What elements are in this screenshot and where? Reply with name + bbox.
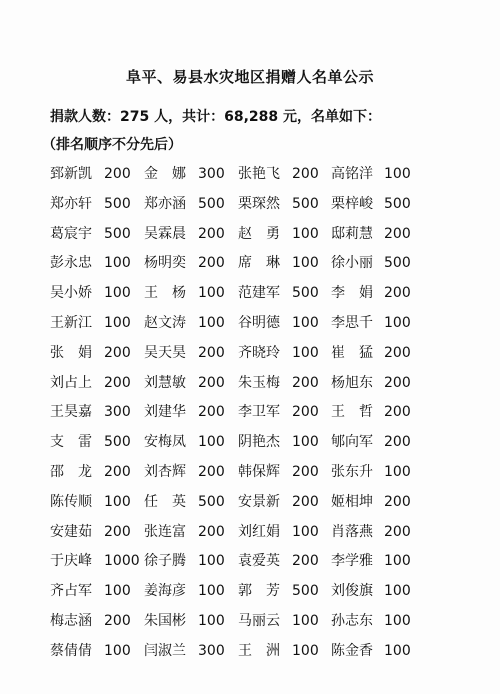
donor-name: 安建茹 — [50, 523, 92, 540]
donor-name: 袁爱英 — [238, 553, 280, 570]
donation-amount: 500 — [104, 225, 131, 242]
donor-name: 刘杏辉 — [144, 463, 186, 480]
donation-amount: 100 — [384, 553, 411, 570]
donor-name: 徐子腾 — [144, 553, 186, 570]
donor-name: 吴天昊 — [144, 344, 186, 361]
donation-amount: 200 — [198, 523, 225, 540]
donor-name: 杨旭东 — [331, 374, 373, 391]
donation-amount: 100 — [104, 314, 131, 331]
donor-name: 李学雅 — [331, 553, 373, 570]
donor-row — [50, 190, 470, 220]
donation-amount: 100 — [104, 493, 131, 510]
donor-roster — [50, 160, 470, 667]
donation-amount: 100 — [292, 434, 319, 451]
donor-row — [50, 458, 470, 488]
donation-amount: 100 — [292, 523, 319, 540]
donor-name: 李 娟 — [331, 285, 373, 302]
donor-name: 金 娜 — [144, 166, 186, 182]
donor-name: 齐占军 — [50, 583, 92, 600]
donation-amount: 100 — [198, 314, 225, 331]
donation-amount: 500 — [384, 255, 411, 272]
donor-name: 崔 猛 — [331, 344, 373, 361]
donor-name: 彭永忠 — [50, 255, 92, 272]
donation-amount: 200 — [104, 344, 131, 361]
donor-name: 安景新 — [238, 493, 280, 510]
donation-amount: 200 — [198, 225, 225, 242]
donation-amount: 200 — [384, 285, 411, 302]
donor-name: 刘占上 — [50, 374, 92, 391]
donation-amount: 100 — [198, 553, 225, 570]
donation-amount: 200 — [384, 225, 411, 242]
donor-name: 王昊嘉 — [50, 404, 92, 421]
donor-name: 李卫军 — [238, 404, 280, 421]
donor-name: 郅新凯 — [50, 166, 92, 182]
donation-amount: 200 — [104, 166, 131, 182]
donor-name: 姬相坤 — [331, 493, 373, 510]
donation-amount: 200 — [104, 612, 131, 629]
donation-amount: 200 — [384, 374, 411, 391]
donation-amount: 300 — [198, 166, 225, 182]
donor-name: 赵 勇 — [238, 225, 280, 242]
donor-row — [50, 547, 470, 577]
donor-name: 谷明德 — [238, 314, 280, 331]
donor-row — [50, 577, 470, 607]
donor-row — [50, 398, 470, 428]
donor-name: 郇向军 — [331, 434, 373, 451]
donation-amount: 200 — [384, 404, 411, 421]
donor-name: 姜海彦 — [144, 583, 186, 600]
page-title: 阜平、易县水灾地区捐赠人名单公示 — [125, 68, 374, 86]
donor-name: 张东升 — [331, 463, 373, 480]
donor-name: 李思千 — [331, 314, 373, 331]
donor-name: 赵文涛 — [144, 314, 186, 331]
donor-name: 安梅凤 — [144, 434, 186, 451]
donation-amount: 200 — [384, 493, 411, 510]
donor-name: 郑亦涵 — [144, 195, 186, 212]
donation-amount: 200 — [198, 404, 225, 421]
donor-name: 孙志东 — [331, 612, 373, 629]
donor-row — [50, 488, 470, 518]
donor-name: 刘俊旗 — [331, 583, 373, 600]
donor-name: 邵 龙 — [50, 463, 92, 480]
donor-name: 王新江 — [50, 314, 92, 331]
donation-amount: 100 — [384, 583, 411, 600]
donor-name: 朱玉梅 — [238, 374, 280, 391]
donation-amount: 100 — [198, 434, 225, 451]
donor-name: 王 哲 — [331, 404, 373, 421]
donor-name: 高铭洋 — [331, 166, 373, 182]
donation-amount: 100 — [292, 642, 319, 659]
donor-row — [50, 309, 470, 339]
donation-amount: 100 — [104, 642, 131, 659]
donation-amount: 100 — [198, 612, 225, 629]
donation-amount: 200 — [384, 523, 411, 540]
donor-name: 王 杨 — [144, 285, 186, 302]
donation-amount: 100 — [384, 642, 411, 659]
donor-name: 齐晓玲 — [238, 344, 280, 361]
donation-amount: 100 — [292, 255, 319, 272]
donation-amount: 500 — [292, 285, 319, 302]
donation-amount: 200 — [198, 344, 225, 361]
donation-amount: 200 — [104, 523, 131, 540]
donor-row — [50, 607, 470, 637]
donor-name: 张连富 — [144, 523, 186, 540]
donation-amount: 100 — [104, 285, 131, 302]
donor-name: 栗梓峻 — [331, 195, 373, 212]
donor-name: 朱国彬 — [144, 612, 186, 629]
donation-amount: 1000 — [104, 553, 140, 570]
donation-amount: 500 — [104, 434, 131, 451]
donor-row — [50, 518, 470, 548]
donation-amount: 500 — [198, 493, 225, 510]
donation-amount: 200 — [292, 553, 319, 570]
donor-row — [50, 339, 470, 369]
donor-name: 席 琳 — [238, 255, 280, 272]
donation-amount: 100 — [292, 314, 319, 331]
donation-amount: 100 — [292, 344, 319, 361]
donor-name: 吴霖晨 — [144, 225, 186, 242]
donor-name: 韩保辉 — [238, 463, 280, 480]
donation-amount: 500 — [292, 195, 319, 212]
donation-amount: 200 — [104, 374, 131, 391]
donation-amount: 300 — [104, 404, 131, 421]
donation-amount: 200 — [292, 374, 319, 391]
donor-name: 肖落燕 — [331, 523, 373, 540]
donation-summary: 捐款人数：275 人，共计：68,288 元，名单如下： — [50, 109, 381, 125]
donor-name: 陈金香 — [331, 642, 373, 659]
donor-name: 吴小娇 — [50, 285, 92, 302]
donation-amount: 100 — [292, 225, 319, 242]
donor-row — [50, 220, 470, 250]
donor-name: 刘慧敏 — [144, 374, 186, 391]
donation-amount: 500 — [292, 583, 319, 600]
donation-amount: 200 — [384, 344, 411, 361]
donation-amount: 100 — [384, 314, 411, 331]
donation-amount: 500 — [198, 195, 225, 212]
donor-name: 邸莉慧 — [331, 225, 373, 242]
donor-name: 于庆峰 — [50, 553, 92, 570]
donor-name: 徐小丽 — [331, 255, 373, 272]
donor-name: 支 雷 — [50, 434, 92, 451]
donor-name: 郭 芳 — [238, 583, 280, 600]
donor-name: 陈传顺 — [50, 493, 92, 510]
donor-name: 刘红娟 — [238, 523, 280, 540]
donor-row — [50, 428, 470, 458]
donation-amount: 100 — [384, 612, 411, 629]
donor-name: 栗琛然 — [238, 195, 280, 212]
donation-amount: 100 — [198, 285, 225, 302]
donor-row — [50, 249, 470, 279]
donor-name: 闫淑兰 — [144, 642, 186, 659]
donor-name: 杨明奕 — [144, 255, 186, 272]
donor-row — [50, 369, 470, 399]
donor-name: 张 娟 — [50, 344, 92, 361]
donation-amount: 100 — [384, 166, 411, 182]
donor-name: 张艳飞 — [238, 166, 280, 182]
donor-name: 马丽云 — [238, 612, 280, 629]
donation-amount: 500 — [104, 195, 131, 212]
donor-name: 郑亦轩 — [50, 195, 92, 212]
donation-amount: 500 — [384, 195, 411, 212]
donor-name: 范建军 — [238, 285, 280, 302]
donor-row — [50, 279, 470, 309]
donation-amount: 200 — [198, 255, 225, 272]
donation-amount: 200 — [198, 374, 225, 391]
donation-amount: 100 — [384, 463, 411, 480]
donation-amount: 200 — [384, 434, 411, 451]
donation-amount: 100 — [104, 255, 131, 272]
donor-name: 蔡倩倩 — [50, 642, 92, 659]
donor-name: 葛宸宇 — [50, 225, 92, 242]
donation-amount: 100 — [292, 612, 319, 629]
donation-amount: 100 — [104, 583, 131, 600]
ordering-note: （排名顺序不分先后） — [42, 137, 182, 153]
donor-row — [50, 637, 470, 667]
donation-amount: 300 — [198, 642, 225, 659]
donation-amount: 200 — [198, 463, 225, 480]
donor-name: 刘建华 — [144, 404, 186, 421]
donation-amount: 200 — [292, 493, 319, 510]
donation-amount: 100 — [198, 583, 225, 600]
donation-amount: 200 — [292, 463, 319, 480]
donation-amount: 200 — [292, 404, 319, 421]
donor-name: 王 洲 — [238, 642, 280, 659]
donor-row — [50, 160, 470, 190]
donation-amount: 200 — [292, 166, 319, 182]
donor-name: 阴艳杰 — [238, 434, 280, 451]
donor-name: 梅志涵 — [50, 612, 92, 629]
donation-amount: 200 — [104, 463, 131, 480]
donor-name: 任 英 — [144, 493, 186, 510]
